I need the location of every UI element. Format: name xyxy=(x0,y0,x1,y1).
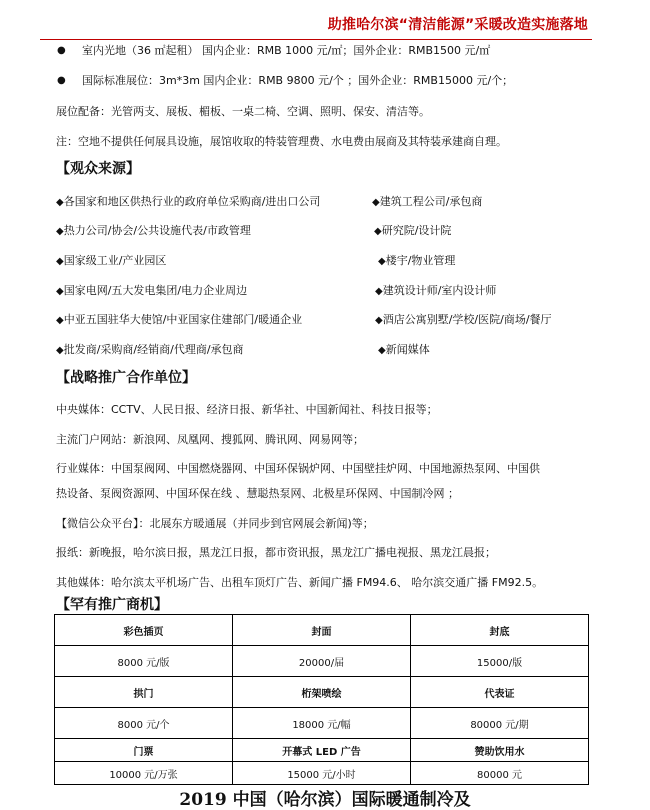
table-cell: 赞助饮用水 xyxy=(411,739,589,762)
partner-line: 其他媒体：哈尔滨太平机场广告、出租车顶灯广告、新闻广播 FM94.6、 哈尔滨交通广播 FM92.5。 xyxy=(56,576,544,589)
table-cell: 封底 xyxy=(411,615,589,646)
partner-line: 报纸：新晚报，哈尔滨日报，黑龙江日报，都市资讯报，黑龙江广播电视报、黑龙江晨报； xyxy=(56,546,496,559)
table-cell: 彩色插页 xyxy=(55,615,233,646)
section-title-audience: 【观众来源】 xyxy=(56,161,140,177)
partner-line: 中央媒体：CCTV、人民日报、经济日报、新华社、中国新闻社、科技日报等； xyxy=(56,403,438,416)
audience-item: ◆各国家和地区供热行业的政府单位采购商/进出口公司 xyxy=(56,195,321,208)
table-row xyxy=(55,762,589,785)
audience-item: ◆酒店公寓别墅/学校/医院/商场/餐厅 xyxy=(375,313,552,326)
table-cell: 8000 元/版 xyxy=(55,646,233,677)
audience-item: ◆中亚五国驻华大使馆/中亚国家住建部门/暖通企业 xyxy=(56,313,303,326)
table-cell: 桁架喷绘 xyxy=(233,677,411,708)
note: 注：空地不提供任何展具设施，展馆收取的特装管理费、水电费由展商及其特装承建商自理。 xyxy=(56,135,507,148)
page-header xyxy=(40,0,592,40)
table-cell: 拱门 xyxy=(55,677,233,708)
bullet-dot: ● xyxy=(57,75,66,86)
bullet-dot: ● xyxy=(57,45,66,56)
price-space-only: 室内光地（36 ㎡起租） 国内企业：RMB 1000 元/㎡；国外企业：RMB1500 元/㎡ xyxy=(82,44,491,57)
table-row xyxy=(55,739,589,762)
ad-price-table xyxy=(54,614,589,785)
table-cell: 10000 元/万张 xyxy=(55,762,233,785)
table-cell: 15000 元/小时 xyxy=(233,762,411,785)
section-title-partners: 【战略推广合作单位】 xyxy=(56,370,196,386)
table-row xyxy=(55,615,589,646)
audience-item: ◆建筑工程公司/承包商 xyxy=(372,195,483,208)
booth-config: 展位配备：光管两支、展板、楣板、一桌二椅、空调、照明、保安、清洁等。 xyxy=(56,105,430,118)
audience-item: ◆热力公司/协会/公共设施代表/市政管理 xyxy=(56,224,251,237)
section-title-ads: 【罕有推广商机】 xyxy=(56,597,168,613)
table-cell: 代表证 xyxy=(411,677,589,708)
table-cell: 门票 xyxy=(55,739,233,762)
partner-line: 【微信公众平台】：北展东方暖通展（并同步到官网展会新闻)等； xyxy=(56,517,374,530)
audience-item: ◆新闻媒体 xyxy=(378,343,430,356)
table-cell: 开幕式 LED 广告 xyxy=(233,739,411,762)
table-cell: 15000/版 xyxy=(411,646,589,677)
table-cell: 封面 xyxy=(233,615,411,646)
audience-item: ◆楼宇/物业管理 xyxy=(378,254,456,267)
audience-item: ◆研究院/设计院 xyxy=(374,224,452,237)
table-cell: 80000 元/期 xyxy=(411,708,589,739)
partner-line: 热设备、泵阀资源网、中国环保在线 、慧聪热泵网、北极星环保网、中国制冷网 ； xyxy=(56,487,459,500)
partner-line: 行业媒体：中国泵阀网、中国燃烧器网、中国环保锅炉网、中国壁挂炉网、中国地源热泵网、中国供 xyxy=(56,462,540,475)
table-row xyxy=(55,646,589,677)
audience-item: ◆建筑设计师/室内设计师 xyxy=(375,284,497,297)
audience-item: ◆国家级工业/产业园区 xyxy=(56,254,167,267)
table-row xyxy=(55,677,589,708)
audience-item: ◆国家电网/五大发电集团/电力企业周边 xyxy=(56,284,248,297)
table-cell: 20000/届 xyxy=(233,646,411,677)
footer-title: 2019 中国（哈尔滨）国际暖通制冷及 xyxy=(179,790,471,810)
header-title: 助推哈尔滨“清洁能源”采暖改造实施落地 xyxy=(327,17,588,33)
table-cell: 18000 元/幅 xyxy=(233,708,411,739)
table-cell: 80000 元 xyxy=(411,762,589,785)
audience-item: ◆批发商/采购商/经销商/代理商/承包商 xyxy=(56,343,244,356)
table-row xyxy=(55,708,589,739)
table-cell: 8000 元/个 xyxy=(55,708,233,739)
partner-line: 主流门户网站：新浪网、凤凰网、搜狐网、腾讯网、网易网等； xyxy=(56,433,364,446)
price-standard-booth: 国际标准展位：3m*3m 国内企业：RMB 9800 元/个 ；国外企业：RMB15000 元/个； xyxy=(82,74,514,87)
